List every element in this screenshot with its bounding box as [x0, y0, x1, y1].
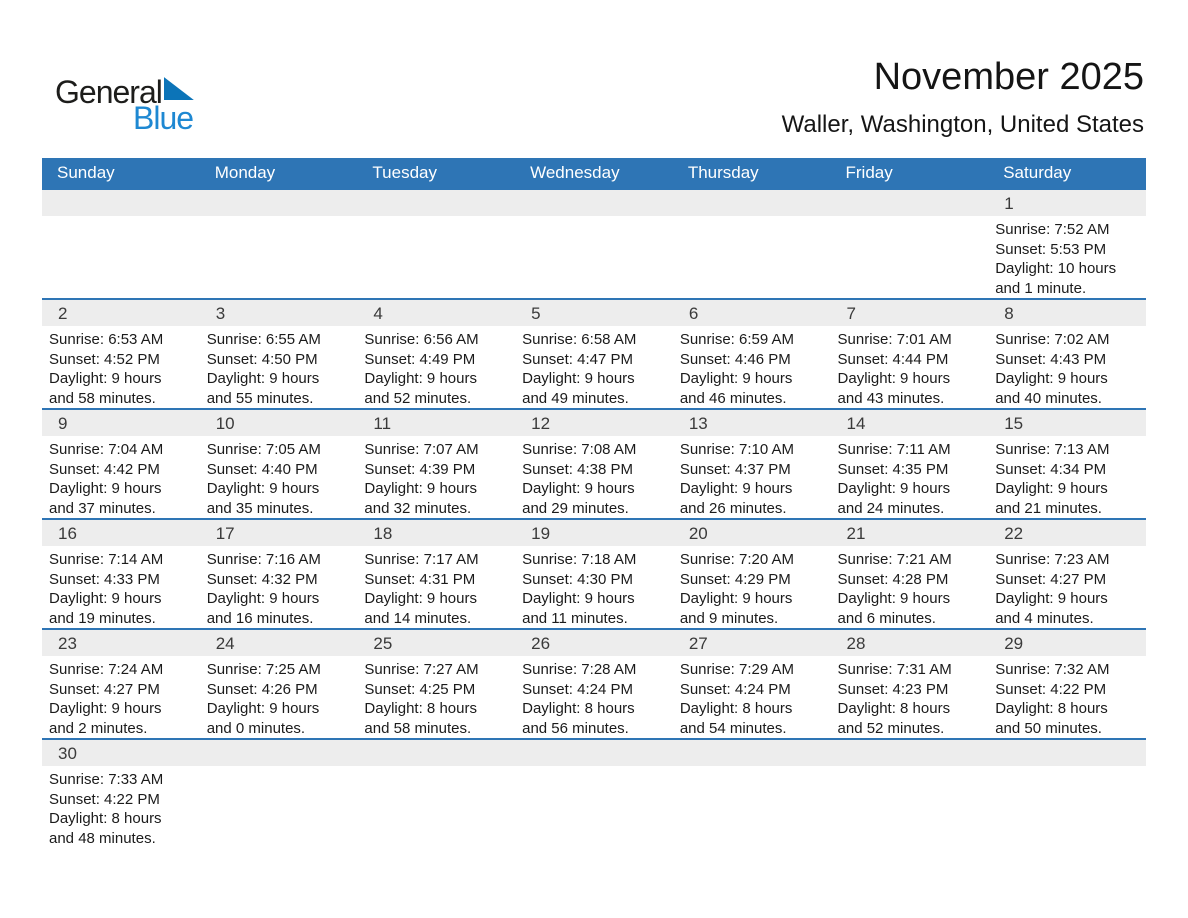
day-details [357, 326, 515, 408]
sunrise-text: Sunrise: 7:23 AM [995, 551, 1110, 568]
page-subtitle: Waller, Washington, United States [781, 110, 1144, 138]
date-number-band: 17 [200, 520, 358, 546]
date-number-band [42, 190, 200, 216]
day-cell-22 [988, 519, 1146, 629]
day-cell-5 [515, 299, 673, 409]
date-number-band: 15 [988, 410, 1146, 436]
daylight-text-line2: and 32 minutes. [364, 499, 472, 517]
sunset-text: Sunset: 5:53 PM [995, 240, 1107, 258]
empty-day-cell [357, 190, 515, 299]
date-number-band [357, 740, 515, 766]
daylight-text-line2: and 48 minutes. [49, 829, 156, 847]
date-number-band [673, 740, 831, 766]
day-cell-27 [673, 629, 831, 739]
day-cell-25 [357, 629, 515, 739]
day-cell-9 [42, 409, 200, 519]
date-number-band: 14 [831, 410, 989, 436]
sunrise-text: Sunrise: 7:52 AM [995, 221, 1110, 238]
day-cell-21 [831, 519, 989, 629]
empty-day-cell [673, 739, 831, 868]
day-details [200, 656, 358, 738]
day-details [200, 436, 358, 518]
day-details [831, 656, 989, 738]
sunset-text: Sunset: 4:24 PM [679, 680, 791, 698]
date-number-band [673, 190, 831, 216]
day-details [515, 656, 673, 738]
date-number-band [988, 740, 1146, 766]
day-cell-2 [42, 299, 200, 409]
sunrise-text: Sunrise: 7:33 AM [49, 771, 164, 788]
sunrise-text: Sunrise: 7:01 AM [837, 331, 952, 348]
daylight-text-line2: and 1 minute. [995, 279, 1087, 297]
date-number-band: 20 [673, 520, 831, 546]
sunset-text: Sunset: 4:33 PM [49, 570, 160, 588]
day-cell-15 [988, 409, 1146, 519]
sunset-text: Sunset: 4:26 PM [206, 680, 318, 698]
daylight-text-line1: Daylight: 9 hours [49, 700, 162, 717]
day-details [988, 656, 1146, 738]
daylight-text-line1: Daylight: 9 hours [364, 480, 477, 497]
daylight-text-line2: and 52 minutes. [837, 719, 945, 737]
sunrise-text: Sunrise: 7:21 AM [837, 551, 952, 568]
date-number-band: 13 [673, 410, 831, 436]
daylight-text-line1: Daylight: 9 hours [206, 590, 320, 607]
sunset-text: Sunset: 4:52 PM [49, 350, 160, 368]
sunset-text: Sunset: 4:31 PM [364, 570, 476, 588]
date-number-band: 23 [42, 630, 200, 656]
general-blue-logo [55, 76, 194, 134]
sunrise-text: Sunrise: 6:59 AM [679, 331, 795, 348]
sunrise-text: Sunrise: 7:14 AM [49, 551, 164, 568]
date-number-band: 28 [831, 630, 989, 656]
day-cell-1 [988, 190, 1146, 299]
day-details [673, 326, 831, 408]
date-number-band: 4 [357, 300, 515, 326]
day-cell-4 [357, 299, 515, 409]
sunset-text: Sunset: 4:27 PM [995, 570, 1107, 588]
daylight-text-line2: and 11 minutes. [522, 609, 628, 627]
day-details [515, 546, 673, 628]
title-block [782, 58, 1144, 139]
daylight-text-line1: Daylight: 9 hours [364, 590, 477, 607]
sunset-text: Sunset: 4:22 PM [995, 680, 1107, 698]
sunrise-text: Sunrise: 7:13 AM [995, 441, 1110, 458]
daylight-text-line1: Daylight: 8 hours [49, 810, 162, 827]
daylight-text-line2: and 6 minutes. [837, 609, 936, 627]
daylight-text-line2: and 19 minutes. [49, 609, 156, 627]
daylight-text-line1: Daylight: 9 hours [49, 590, 162, 607]
daylight-text-line1: Daylight: 9 hours [206, 700, 320, 717]
day-cell-6 [673, 299, 831, 409]
date-number-band: 19 [515, 520, 673, 546]
date-number-band: 10 [200, 410, 358, 436]
day-details [988, 436, 1146, 518]
empty-day-cell [200, 739, 358, 868]
logo-text-general: General [55, 74, 162, 110]
day-cell-12 [515, 409, 673, 519]
sunset-text: Sunset: 4:30 PM [522, 570, 634, 588]
sunset-text: Sunset: 4:46 PM [679, 350, 791, 368]
daylight-text-line1: Daylight: 8 hours [679, 700, 793, 717]
sunrise-text: Sunrise: 7:28 AM [522, 661, 637, 678]
day-cell-28 [831, 629, 989, 739]
date-number-band: 9 [42, 410, 200, 436]
logo-text-blue: Blue [133, 100, 194, 136]
week-row [42, 739, 1146, 868]
sunset-text: Sunset: 4:38 PM [522, 460, 634, 478]
day-cell-13 [673, 409, 831, 519]
empty-day-cell [515, 739, 673, 868]
calendar-body [42, 190, 1146, 868]
daylight-text-line1: Daylight: 9 hours [49, 370, 162, 387]
day-details [42, 326, 200, 408]
weekday-saturday: Saturday [988, 158, 1146, 190]
day-cell-23 [42, 629, 200, 739]
date-number-band: 27 [673, 630, 831, 656]
daylight-text-line1: Daylight: 8 hours [522, 700, 635, 717]
daylight-text-line2: and 4 minutes. [995, 609, 1094, 627]
empty-day-cell [673, 190, 831, 299]
page-title: November 2025 [873, 56, 1144, 98]
daylight-text-line2: and 35 minutes. [206, 499, 314, 517]
date-number-band [357, 190, 515, 216]
week-row [42, 190, 1146, 299]
date-number-band: 8 [988, 300, 1146, 326]
day-details [200, 546, 358, 628]
date-number-band: 22 [988, 520, 1146, 546]
daylight-text-line2: and 0 minutes. [206, 719, 306, 737]
day-cell-30 [42, 739, 200, 868]
date-number-band: 3 [200, 300, 358, 326]
sunset-text: Sunset: 4:49 PM [364, 350, 476, 368]
daylight-text-line2: and 56 minutes. [522, 719, 629, 737]
sunrise-text: Sunrise: 7:18 AM [522, 551, 637, 568]
day-details [42, 656, 200, 738]
day-cell-8 [988, 299, 1146, 409]
date-number-band: 25 [357, 630, 515, 656]
sunset-text: Sunset: 4:47 PM [522, 350, 634, 368]
sunrise-text: Sunrise: 7:10 AM [679, 441, 795, 458]
day-cell-17 [200, 519, 358, 629]
daylight-text-line2: and 37 minutes. [49, 499, 156, 517]
date-number-band [515, 190, 673, 216]
daylight-text-line1: Daylight: 9 hours [679, 480, 793, 497]
sunset-text: Sunset: 4:42 PM [49, 460, 160, 478]
week-row [42, 519, 1146, 629]
date-number-band: 29 [988, 630, 1146, 656]
daylight-text-line1: Daylight: 9 hours [837, 590, 951, 607]
daylight-text-line2: and 46 minutes. [679, 389, 787, 407]
sunrise-text: Sunrise: 7:25 AM [206, 661, 321, 678]
daylight-text-line1: Daylight: 9 hours [522, 370, 635, 387]
daylight-text-line2: and 29 minutes. [522, 499, 629, 517]
daylight-text-line1: Daylight: 9 hours [995, 370, 1108, 387]
empty-day-cell [357, 739, 515, 868]
day-details [831, 326, 989, 408]
calendar-table [42, 158, 1146, 868]
day-details [673, 546, 831, 628]
empty-day-cell [42, 190, 200, 299]
weekday-wednesday: Wednesday [515, 158, 673, 190]
empty-day-cell [831, 190, 989, 299]
daylight-text-line2: and 24 minutes. [837, 499, 945, 517]
day-details [42, 546, 200, 628]
sunrise-text: Sunrise: 7:29 AM [679, 661, 795, 678]
weekday-monday: Monday [200, 158, 358, 190]
date-number-band: 26 [515, 630, 673, 656]
daylight-text-line2: and 58 minutes. [49, 389, 156, 407]
daylight-text-line2: and 58 minutes. [364, 719, 472, 737]
daylight-text-line2: and 9 minutes. [679, 609, 779, 627]
sunrise-text: Sunrise: 7:31 AM [837, 661, 952, 678]
page-header [0, 0, 1188, 158]
sunrise-text: Sunrise: 6:55 AM [206, 331, 321, 348]
day-cell-3 [200, 299, 358, 409]
day-details [673, 436, 831, 518]
day-details [200, 326, 358, 408]
date-number-band: 2 [42, 300, 200, 326]
daylight-text-line2: and 2 minutes. [49, 719, 148, 737]
daylight-text-line1: Daylight: 9 hours [206, 370, 320, 387]
date-number-band: 16 [42, 520, 200, 546]
sunrise-text: Sunrise: 6:58 AM [522, 331, 637, 348]
daylight-text-line2: and 26 minutes. [679, 499, 787, 517]
daylight-text-line1: Daylight: 9 hours [837, 370, 951, 387]
sunset-text: Sunset: 4:39 PM [364, 460, 476, 478]
daylight-text-line1: Daylight: 9 hours [364, 370, 477, 387]
date-number-band: 6 [673, 300, 831, 326]
week-row [42, 409, 1146, 519]
day-cell-11 [357, 409, 515, 519]
week-row [42, 629, 1146, 739]
empty-day-cell [988, 739, 1146, 868]
daylight-text-line1: Daylight: 9 hours [522, 480, 635, 497]
daylight-text-line2: and 50 minutes. [995, 719, 1102, 737]
day-cell-10 [200, 409, 358, 519]
sunset-text: Sunset: 4:24 PM [522, 680, 634, 698]
weekday-friday: Friday [831, 158, 989, 190]
daylight-text-line1: Daylight: 9 hours [995, 480, 1108, 497]
sunset-text: Sunset: 4:50 PM [206, 350, 318, 368]
empty-day-cell [515, 190, 673, 299]
daylight-text-line1: Daylight: 10 hours [995, 260, 1117, 277]
daylight-text-line1: Daylight: 8 hours [364, 700, 477, 717]
day-cell-14 [831, 409, 989, 519]
date-number-band: 21 [831, 520, 989, 546]
day-details [42, 436, 200, 518]
day-details [988, 326, 1146, 408]
weekday-sunday: Sunday [42, 158, 200, 190]
day-details [42, 766, 200, 848]
daylight-text-line2: and 16 minutes. [206, 609, 314, 627]
sunrise-text: Sunrise: 6:53 AM [49, 331, 164, 348]
daylight-text-line2: and 43 minutes. [837, 389, 945, 407]
sunrise-text: Sunrise: 6:56 AM [364, 331, 479, 348]
daylight-text-line1: Daylight: 9 hours [837, 480, 951, 497]
day-details [831, 436, 989, 518]
sunset-text: Sunset: 4:29 PM [679, 570, 791, 588]
date-number-band: 30 [42, 740, 200, 766]
daylight-text-line2: and 54 minutes. [679, 719, 787, 737]
daylight-text-line1: Daylight: 9 hours [206, 480, 320, 497]
sunrise-text: Sunrise: 7:02 AM [995, 331, 1110, 348]
sunset-text: Sunset: 4:35 PM [837, 460, 949, 478]
sunset-text: Sunset: 4:34 PM [995, 460, 1107, 478]
daylight-text-line1: Daylight: 8 hours [837, 700, 951, 717]
sunrise-text: Sunrise: 7:07 AM [364, 441, 479, 458]
daylight-text-line2: and 49 minutes. [522, 389, 629, 407]
day-cell-7 [831, 299, 989, 409]
sunrise-text: Sunrise: 7:08 AM [522, 441, 637, 458]
daylight-text-line2: and 14 minutes. [364, 609, 472, 627]
sunrise-text: Sunrise: 7:17 AM [364, 551, 479, 568]
date-number-band [200, 740, 358, 766]
sunrise-text: Sunrise: 7:24 AM [49, 661, 164, 678]
daylight-text-line1: Daylight: 9 hours [522, 590, 635, 607]
day-details [515, 436, 673, 518]
sunrise-text: Sunrise: 7:04 AM [49, 441, 164, 458]
weekday-header-row [42, 158, 1146, 190]
date-number-band: 18 [357, 520, 515, 546]
sunrise-text: Sunrise: 7:16 AM [206, 551, 321, 568]
day-cell-24 [200, 629, 358, 739]
week-row [42, 299, 1146, 409]
date-number-band: 12 [515, 410, 673, 436]
daylight-text-line1: Daylight: 9 hours [995, 590, 1108, 607]
date-number-band: 11 [357, 410, 515, 436]
day-details [515, 326, 673, 408]
date-number-band: 7 [831, 300, 989, 326]
daylight-text-line1: Daylight: 9 hours [49, 480, 162, 497]
day-details [988, 216, 1146, 298]
logo-triangle-icon [164, 77, 194, 100]
weekday-thursday: Thursday [673, 158, 831, 190]
date-number-band [200, 190, 358, 216]
day-details [831, 546, 989, 628]
sunrise-text: Sunrise: 7:05 AM [206, 441, 321, 458]
date-number-band [515, 740, 673, 766]
empty-day-cell [200, 190, 358, 299]
sunset-text: Sunset: 4:23 PM [837, 680, 949, 698]
sunrise-text: Sunrise: 7:11 AM [837, 441, 951, 458]
daylight-text-line1: Daylight: 8 hours [995, 700, 1108, 717]
sunset-text: Sunset: 4:22 PM [49, 790, 160, 808]
sunset-text: Sunset: 4:28 PM [837, 570, 949, 588]
empty-day-cell [831, 739, 989, 868]
day-details [357, 546, 515, 628]
daylight-text-line1: Daylight: 9 hours [679, 370, 793, 387]
sunrise-text: Sunrise: 7:32 AM [995, 661, 1110, 678]
date-number-band [831, 190, 989, 216]
daylight-text-line2: and 52 minutes. [364, 389, 472, 407]
sunset-text: Sunset: 4:25 PM [364, 680, 476, 698]
day-cell-26 [515, 629, 673, 739]
day-details [988, 546, 1146, 628]
day-cell-18 [357, 519, 515, 629]
sunset-text: Sunset: 4:44 PM [837, 350, 949, 368]
daylight-text-line2: and 21 minutes. [995, 499, 1102, 517]
sunset-text: Sunset: 4:40 PM [206, 460, 318, 478]
sunrise-text: Sunrise: 7:20 AM [679, 551, 795, 568]
day-details [673, 656, 831, 738]
weekday-tuesday: Tuesday [357, 158, 515, 190]
day-cell-20 [673, 519, 831, 629]
sunset-text: Sunset: 4:43 PM [995, 350, 1107, 368]
daylight-text-line2: and 55 minutes. [206, 389, 314, 407]
daylight-text-line2: and 40 minutes. [995, 389, 1102, 407]
day-cell-19 [515, 519, 673, 629]
daylight-text-line1: Daylight: 9 hours [679, 590, 793, 607]
date-number-band: 5 [515, 300, 673, 326]
sunset-text: Sunset: 4:27 PM [49, 680, 160, 698]
date-number-band [831, 740, 989, 766]
sunrise-text: Sunrise: 7:27 AM [364, 661, 479, 678]
day-cell-16 [42, 519, 200, 629]
day-details [357, 436, 515, 518]
sunset-text: Sunset: 4:32 PM [206, 570, 318, 588]
date-number-band: 1 [988, 190, 1146, 216]
day-details [357, 656, 515, 738]
day-cell-29 [988, 629, 1146, 739]
sunset-text: Sunset: 4:37 PM [679, 460, 791, 478]
date-number-band: 24 [200, 630, 358, 656]
